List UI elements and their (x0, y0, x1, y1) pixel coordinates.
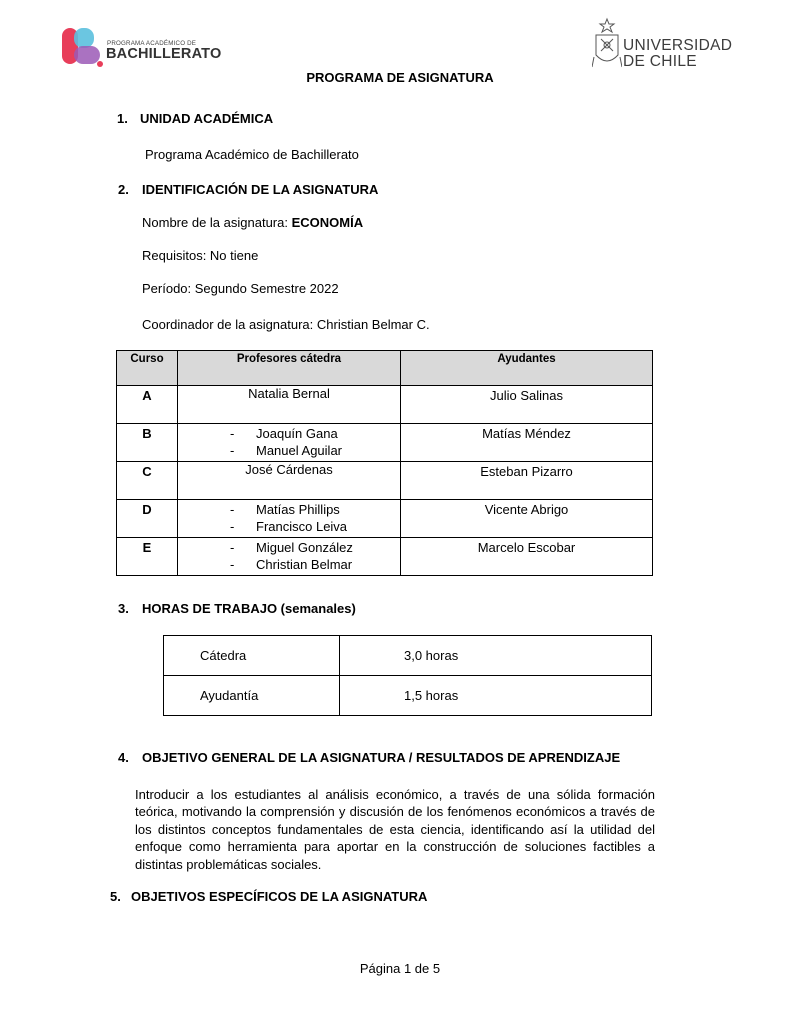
uchile-line2: DE CHILE (623, 53, 697, 70)
list-item (178, 538, 400, 555)
nombre-label: Nombre de la asignatura: (142, 215, 292, 230)
periodo: Período: Segundo Semestre 2022 (142, 281, 339, 296)
bullet-dash: - (230, 502, 235, 517)
curso-cell: B (117, 424, 178, 462)
profesor-cell: José Cárdenas (178, 462, 401, 500)
ayudante-cell: Julio Salinas (401, 386, 653, 424)
table-row (164, 676, 652, 716)
bullet-dash: - (230, 426, 235, 441)
profesor-name: Francisco Leiva (256, 519, 348, 534)
profesor-cell: Natalia Bernal (178, 386, 401, 424)
bullet-dash: - (230, 443, 235, 458)
section-1-number: 1. (117, 111, 128, 126)
logo-piece-blue (74, 28, 94, 48)
profesor-name: Matías Phillips (256, 502, 340, 517)
hours-table (163, 635, 652, 716)
profesores-list (178, 424, 401, 462)
bullet-dash: - (230, 519, 235, 534)
table-row (117, 538, 653, 576)
section-5-number: 5. (110, 889, 121, 904)
ayudante-cell: Esteban Pizarro (401, 462, 653, 500)
bullet-dash: - (230, 540, 235, 555)
header-ayudantes: Ayudantes (401, 351, 653, 386)
logo-big-text: BACHILLERATO (106, 46, 222, 62)
profesor-name: Christian Belmar (256, 557, 353, 572)
list-item (178, 517, 400, 534)
curso-cell: D (117, 500, 178, 538)
coordinador: Coordinador de la asignatura: Christian Belmar C. (142, 317, 430, 332)
ayudante-cell: Vicente Abrigo (401, 500, 653, 538)
requisitos: Requisitos: No tiene (142, 248, 259, 263)
hours-value: 1,5 horas (340, 676, 652, 716)
table-row (117, 424, 653, 462)
list-item (178, 424, 400, 441)
nombre-value: ECONOMÍA (291, 215, 364, 230)
bullet-dash: - (230, 557, 235, 572)
section-4-title: OBJETIVO GENERAL DE LA ASIGNATURA / RESULTADOS DE APRENDIZAJE (142, 750, 621, 765)
profesor-name: Manuel Aguilar (256, 443, 342, 458)
uchile-line1: UNIVERSIDAD (623, 37, 733, 54)
list-item (178, 500, 400, 517)
uchile-logo (592, 17, 732, 71)
curso-cell: E (117, 538, 178, 576)
profesores-list (178, 538, 401, 576)
profesor-name: Miguel González (256, 540, 353, 555)
hours-label: Cátedra (164, 636, 340, 676)
section-1-title: UNIDAD ACADÉMICA (140, 111, 274, 126)
document-title: PROGRAMA DE ASIGNATURA (306, 70, 494, 85)
logo-piece-purple (74, 46, 100, 64)
course-table-header (117, 351, 653, 386)
logo-dot (97, 61, 103, 67)
curso-cell: A (117, 386, 178, 424)
page-number: Página 1 de 5 (359, 961, 441, 976)
bachillerato-logo-icon (60, 27, 104, 69)
list-item (178, 441, 400, 458)
ayudante-cell: Matías Méndez (401, 424, 653, 462)
unidad-academica-text: Programa Académico de Bachillerato (145, 147, 359, 162)
table-row (164, 636, 652, 676)
section-2-title: IDENTIFICACIÓN DE LA ASIGNATURA (142, 182, 379, 197)
header-profesores: Profesores cátedra (178, 351, 401, 386)
objetivo-general-paragraph: Introducir a los estudiantes al análisis económico, a través de una sólida formación teórica, motivando la comprensión y discusión de los fenómenos económicos a través de los distintos conceptos fundamentales de esta ciencia, identificando así la utilidad del enfoque como herramienta para aportar en la construcción de soluciones factibles a distintas problemáticas sociales. (135, 787, 655, 872)
uchile-crest-icon (592, 17, 622, 71)
section-3-number: 3. (118, 601, 129, 616)
course-table (116, 350, 653, 576)
section-3-title: HORAS DE TRABAJO (semanales) (142, 601, 356, 616)
nombre-asignatura (142, 215, 363, 231)
bachillerato-logo (60, 27, 230, 69)
profesores-list (178, 500, 401, 538)
table-row (117, 386, 653, 424)
list-item (178, 555, 400, 572)
ayudante-cell: Marcelo Escobar (401, 538, 653, 576)
hours-value: 3,0 horas (340, 636, 652, 676)
section-4-number: 4. (118, 750, 129, 765)
table-row (117, 462, 653, 500)
logo-small-text: PROGRAMA ACADÉMICO DE (107, 40, 197, 47)
curso-cell: C (117, 462, 178, 500)
section-5-title: OBJETIVOS ESPECÍFICOS DE LA ASIGNATURA (131, 889, 428, 904)
header-curso: Curso (117, 351, 178, 386)
section-2-number: 2. (118, 182, 129, 197)
profesor-name: Joaquín Gana (256, 426, 338, 441)
table-row (117, 500, 653, 538)
hours-label: Ayudantía (164, 676, 340, 716)
